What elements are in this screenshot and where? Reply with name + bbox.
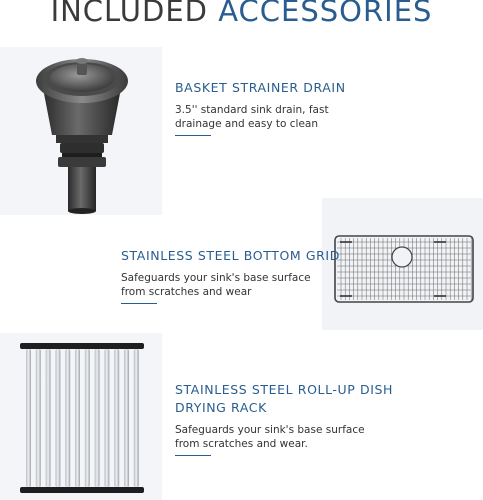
title-accessories: ACCESSORIES [218, 0, 433, 28]
page-title [0, 0, 483, 28]
drying-rack-heading-line1: STAINLESS STEEL ROLL-UP DISH [175, 382, 394, 397]
basket-strainer-image [0, 47, 162, 215]
basket-strainer-underline [175, 135, 211, 136]
drying-rack-image [0, 333, 162, 500]
bottom-grid-description: Safeguards your sink's base surface from scratches and wear [121, 272, 311, 298]
bottom-grid-underline [121, 303, 157, 304]
drying-rack-heading-line2: DRYING RACK [175, 400, 267, 415]
title-included: INCLUDED [50, 0, 219, 28]
basket-strainer-heading: BASKET STRAINER DRAIN [175, 80, 346, 95]
drying-rack-underline [175, 455, 211, 456]
bottom-grid-panel [322, 198, 483, 330]
bottom-grid-image [322, 198, 483, 330]
drying-rack-panel [0, 333, 162, 500]
drying-rack-description: Safeguards your sink's base surface from scratches and wear. [175, 424, 365, 450]
bottom-grid-heading: STAINLESS STEEL BOTTOM GRID [121, 248, 340, 263]
basket-strainer-panel [0, 47, 162, 215]
basket-strainer-description: 3.5'' standard sink drain, fast drainage and easy to clean [175, 104, 329, 130]
